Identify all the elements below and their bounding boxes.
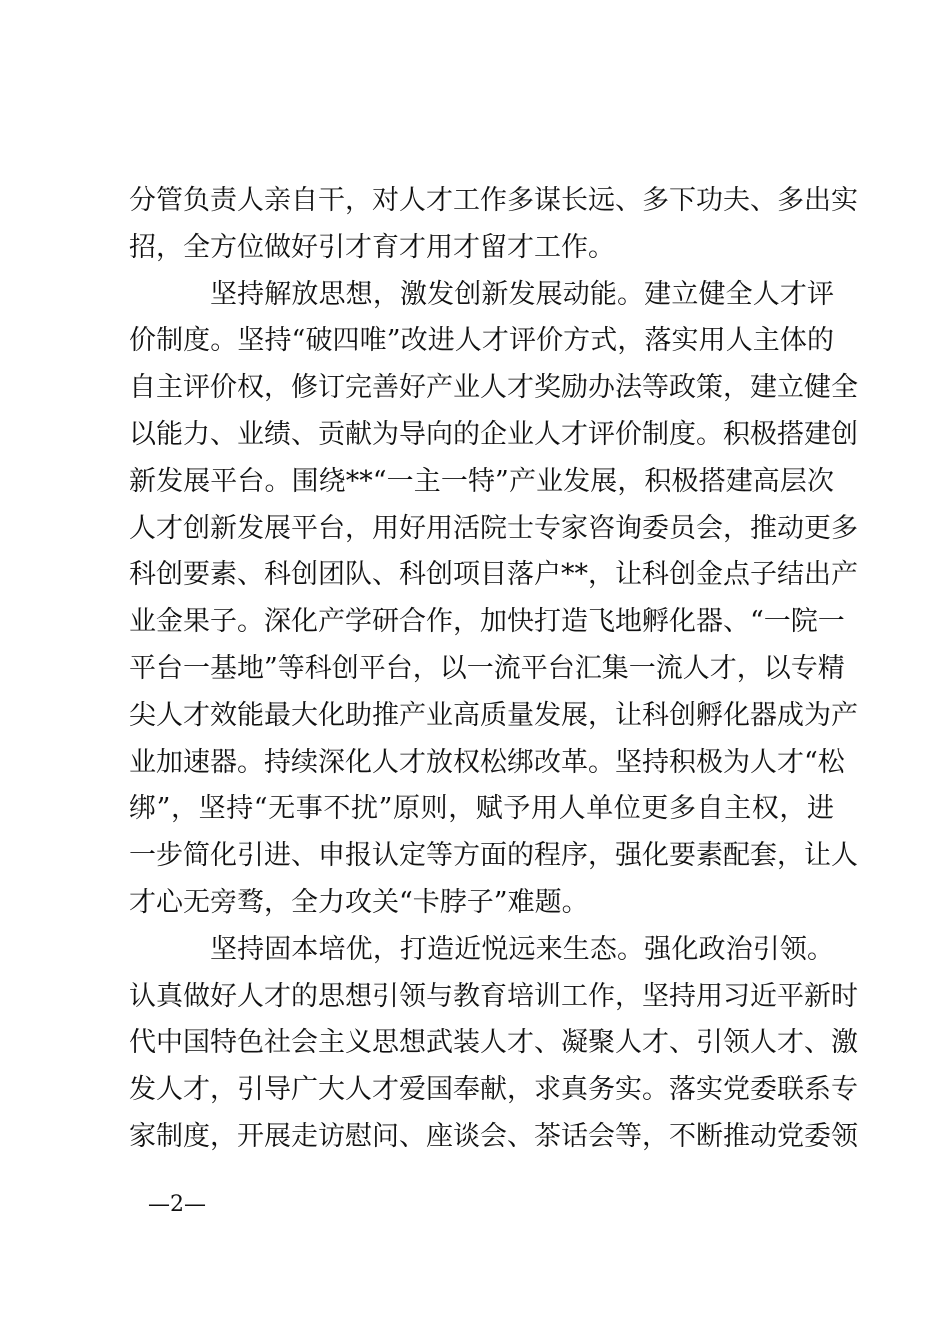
page-number: —2— bbox=[148, 1192, 206, 1217]
text-line: 价制度。坚持“破四唯”改进人才评价方式，落实用人主体的 bbox=[129, 325, 834, 357]
text-line: 发人才，引导广大人才爱国奉献，求真务实。落实党委联系专 bbox=[129, 1074, 858, 1106]
text-line: 代中国特色社会主义思想武装人才、凝聚人才、引领人才、激 bbox=[129, 1027, 858, 1059]
text-line: 坚持固本培优，打造近悦远来生态。强化政治引领。 bbox=[210, 933, 834, 965]
text-line: 认真做好人才的思想引领与教育培训工作，坚持用习近平新时 bbox=[129, 980, 858, 1012]
text-line: 科创要素、科创团队、科创项目落户**，让科创金点子结出产 bbox=[129, 559, 858, 591]
text-line: 分管负责人亲自干，对人才工作多谋长远、多下功夫、多出实 bbox=[129, 185, 858, 216]
text-line: 以能力、业绩、贡献为导向的企业人才评价制度。积极搭建创 bbox=[129, 418, 858, 450]
text-line: 绑”，坚持“无事不扰”原则，赋予用人单位更多自主权，进 bbox=[129, 793, 834, 825]
text-line: 新发展平台。围绕**“一主一特”产业发展，积极搭建高层次 bbox=[129, 465, 834, 497]
text-line: 才心无旁骛，全力攻关“卡脖子”难题。 bbox=[129, 886, 589, 918]
text-line: 平台一基地”等科创平台，以一流平台汇集一流人才，以专精 bbox=[129, 652, 845, 684]
body-text bbox=[129, 178, 858, 1161]
text-line: 坚持解放思想，激发创新发展动能。建立健全人才评 bbox=[210, 278, 834, 310]
text-line: 一步简化引进、申报认定等方面的程序，强化要素配套，让人 bbox=[129, 840, 858, 872]
text-line: 尖人才效能最大化助推产业高质量发展，让科创孵化器成为产 bbox=[129, 699, 858, 731]
text-line: 家制度，开展走访慰问、座谈会、茶话会等，不断推动党委领 bbox=[129, 1120, 858, 1152]
text-line: 业金果子。深化产学研合作，加快打造飞地孵化器、“一院一 bbox=[129, 606, 845, 638]
text-line: 招，全方位做好引才育才用才留才工作。 bbox=[129, 231, 615, 263]
text-line: 自主评价权，修订完善好产业人才奖励办法等政策，建立健全 bbox=[129, 372, 858, 404]
text-line: 人才创新发展平台，用好用活院士专家咨询委员会，推动更多 bbox=[129, 512, 858, 544]
text-line: 业加速器。持续深化人才放权松绑改革。坚持积极为人才“松 bbox=[129, 746, 845, 778]
